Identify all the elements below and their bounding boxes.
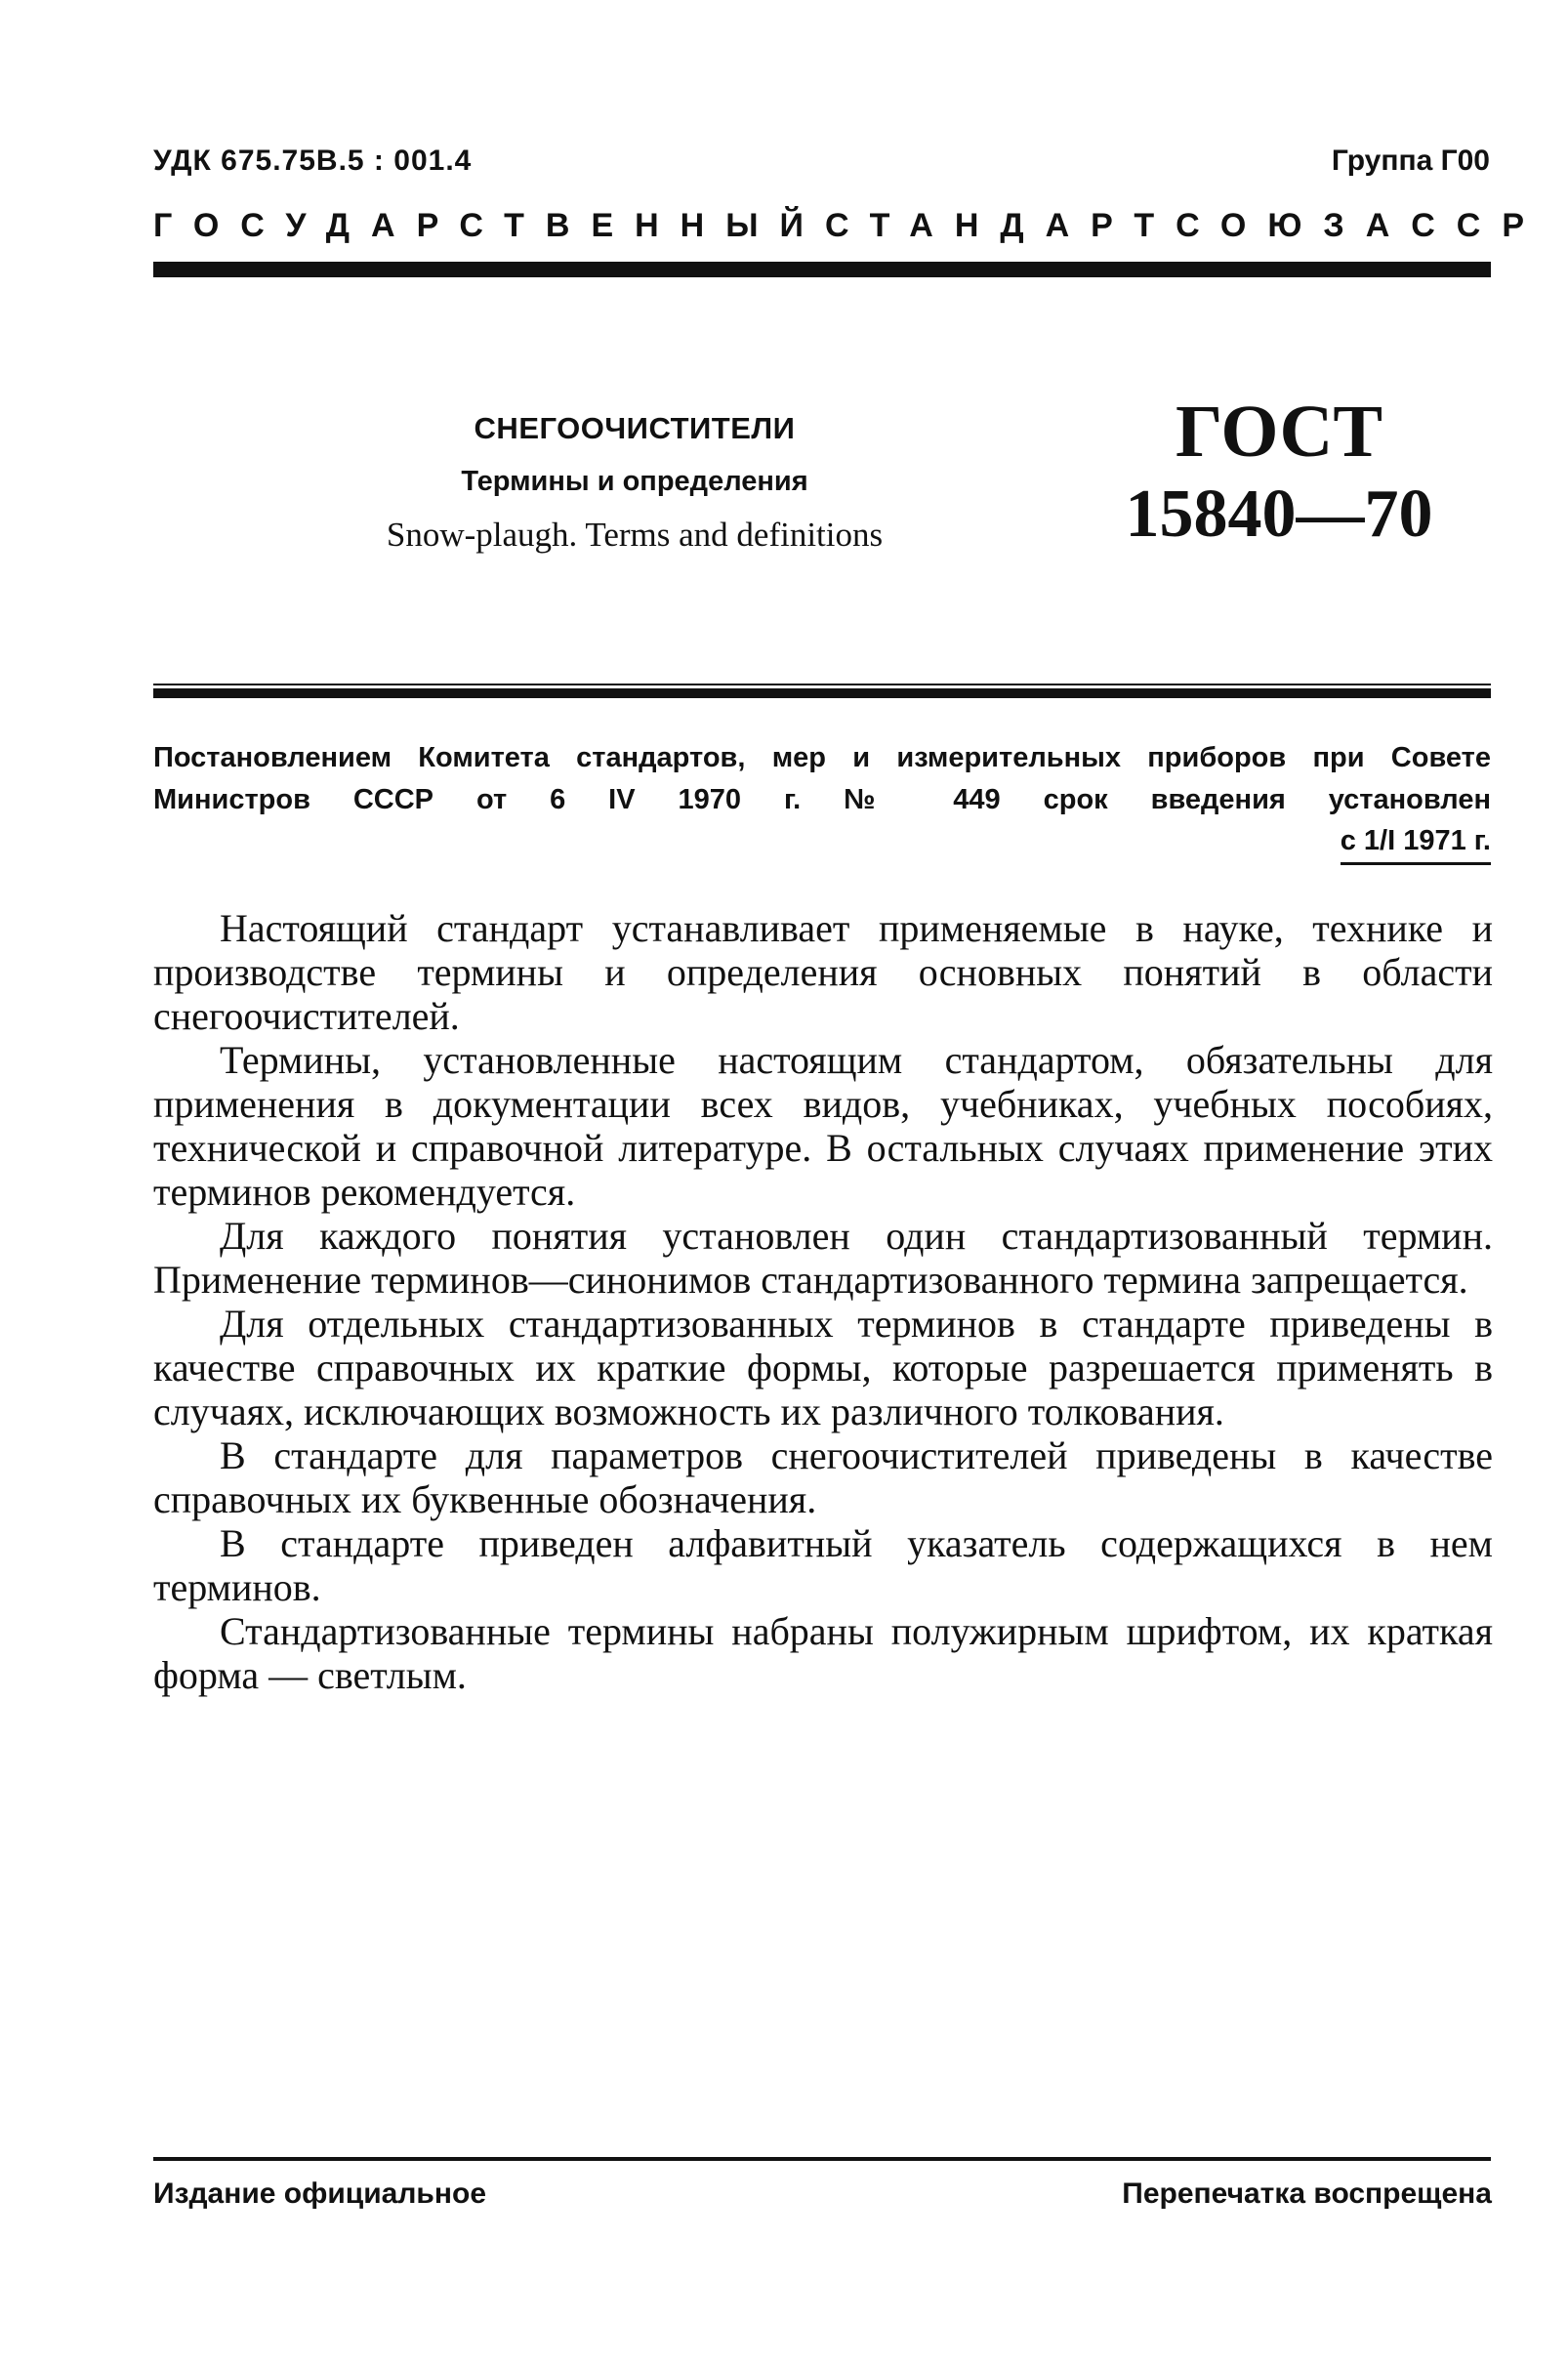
paragraph-3: Для каждого понятия установлен один стандартизованный термин. Применение терминов—синонимов стандартизованного термина запрещается. xyxy=(153,1214,1493,1302)
group-code: Группа Г00 xyxy=(1331,145,1490,177)
paragraph-4: Для отдельных стандартизованных терминов в стандарте приведены в качестве справочных их краткие формы, которые разрешается применять в случаях, исключающих возможность их различного толкования. xyxy=(153,1302,1493,1433)
footer-divider xyxy=(153,2157,1491,2161)
paragraph-2: Термины, установленные настоящим стандартом, обязательны для применения в документации всех видов, учебниках, учебных пособиях, технической и справочной литературе. В остальных случаях применение этих терминов рекомендуется. xyxy=(153,1038,1493,1214)
state-standard-word-4: ССР xyxy=(1411,207,1547,244)
paragraph-7: Стандартизованные термины набраны полужирным шрифтом, их краткая форма — светлым. xyxy=(153,1609,1493,1697)
title-block xyxy=(293,405,976,555)
gost-label: ГОСТ xyxy=(1175,391,1383,473)
state-standard-word-2: СТАНДАРТ xyxy=(824,207,1176,244)
effective-date: с 1/I 1971 г. xyxy=(1341,820,1491,865)
paragraph-6: В стандарте приведен алфавитный указатель содержащихся в нем терминов. xyxy=(153,1521,1493,1609)
document-title: СНЕГООЧИСТИТЕЛИ xyxy=(474,411,796,445)
edition-note: Издание официальное xyxy=(153,2177,487,2210)
document-subtitle: Термины и определения xyxy=(461,466,808,497)
gost-number: 15840—70 xyxy=(1125,477,1433,552)
state-standard-word-1: ГОСУДАРСТВЕННЫЙ xyxy=(153,207,825,244)
body-text xyxy=(153,906,1493,1697)
gost-designation xyxy=(1103,391,1455,552)
udk-code: УДК 675.75В.5 : 001.4 xyxy=(153,145,473,177)
paragraph-5: В стандарте для параметров снегоочистителей приведены в качестве справочных их буквенные обозначения. xyxy=(153,1433,1493,1521)
document-title-english: Snow-plaugh. Terms and definitions xyxy=(386,516,884,554)
decree-text: Постановлением Комитета стандартов, мер и измерительных приборов при Совете Министров СССР от 6 IV 1970 г. № 449 срок введения установлен xyxy=(153,742,1491,815)
header-divider xyxy=(153,262,1491,277)
state-standard-word-3: СОЮЗА xyxy=(1176,207,1412,244)
paragraph-1: Настоящий стандарт устанавливает применяемые в науке, технике и производстве термины и определения основных понятий в области снегоочистителей. xyxy=(153,906,1493,1038)
title-divider-thin xyxy=(153,684,1491,685)
reprint-note: Перепечатка воспрещена xyxy=(1122,2177,1492,2210)
title-divider-thick xyxy=(153,688,1491,698)
state-standard-heading xyxy=(153,207,1547,245)
